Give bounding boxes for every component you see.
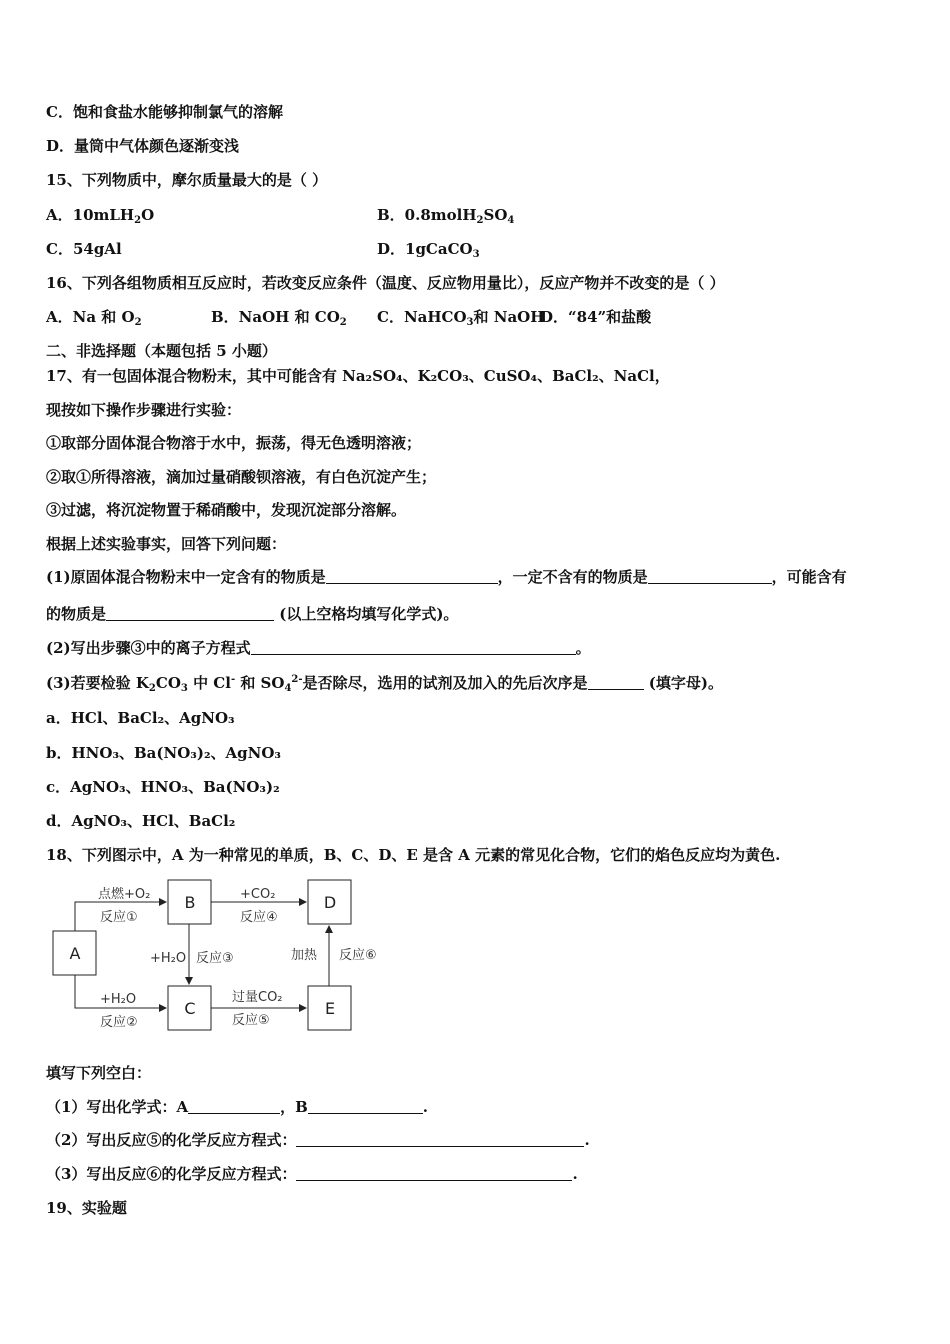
node-a-label: A <box>69 944 81 963</box>
q17-stem: 17、有一包固体混合物粉末，其中可能含有 Na₂SO₄、K₂CO₃、CuSO₄、BaCl₂、NaCl， <box>46 367 670 385</box>
q18-fill-heading: 填写下列空白： <box>46 1064 152 1082</box>
q18-sub-2: （2）写出反应⑤的化学反应方程式： . <box>46 1131 590 1149</box>
answer-blank[interactable] <box>251 640 576 655</box>
q15-option-a: A．10mLH$_2$O <box>46 206 155 226</box>
reaction-2-condition: +H₂O <box>100 992 137 1007</box>
answer-blank[interactable] <box>308 1099 423 1114</box>
q17-step-1: ①取部分固体混合物溶于水中，振荡，得无色透明溶液； <box>46 434 422 452</box>
q17-option-c: c．AgNO₃、HNO₃、Ba(NO₃)₂ <box>46 778 280 796</box>
q15-option-b: B．$0.8molH_2SO_4$ <box>377 206 515 226</box>
reaction-3-condition: +H₂O <box>150 951 187 966</box>
q16-option-d: D．“84”和盐酸 <box>540 308 652 326</box>
q17-part-2: (2)写出步骤③中的离子方程式 。 <box>46 639 591 657</box>
q16-option-b: B．NaOH 和 $CO_2$ <box>211 308 347 328</box>
answer-blank[interactable] <box>296 1166 572 1181</box>
section-heading: 二、非选择题（本题包括 5 小题） <box>46 342 277 360</box>
answer-blank[interactable] <box>326 569 498 584</box>
reaction-5-label: 反应⑤ <box>232 1013 270 1028</box>
q17-step-3: ③过滤，将沉淀物置于稀硝酸中，发现沉淀部分溶解。 <box>46 501 407 519</box>
reaction-6-label: 反应⑥ <box>339 948 377 963</box>
q17-ask: 根据上述实验事实，回答下列问题： <box>46 535 287 553</box>
answer-blank[interactable] <box>296 1132 584 1147</box>
q16-option-a: A．Na 和 $O_2$ <box>46 308 142 328</box>
reaction-2-label: 反应② <box>100 1015 138 1030</box>
q17-option-d: d．AgNO₃、HCl、BaCl₂ <box>46 812 236 830</box>
reaction-5-condition: 过量CO₂ <box>232 990 283 1005</box>
reaction-4-condition: +CO₂ <box>240 887 276 902</box>
reaction-1-condition: 点燃+O₂ <box>98 887 151 902</box>
q14-option-d: D．量筒中气体颜色逐渐变浅 <box>46 137 240 155</box>
q17-option-b: b．HNO₃、Ba(NO₃)₂、AgNO₃ <box>46 744 281 762</box>
q18-stem: 18、下列图示中，A 为一种常见的单质，B、C、D、E 是含 A 元素的常见化合物，它们的焰色反应均为黄色. <box>46 846 781 864</box>
node-e-label: E <box>324 999 336 1018</box>
answer-blank[interactable] <box>106 606 274 621</box>
q18-sub-1: （1）写出化学式：A ，B . <box>46 1098 428 1116</box>
answer-blank[interactable] <box>648 569 772 584</box>
q17-part-3: (3)若要检验 $K_2CO_3$ 中 Cl- 和 $SO_4^{2-}$是否除尽，选用的试剂及加入的先后次序是 (填字母)。 <box>46 674 723 694</box>
q18-sub-3: （3）写出反应⑥的化学反应方程式： . <box>46 1165 578 1183</box>
q16-option-c: C．NaHCO$_3$和 NaOH <box>377 308 545 328</box>
q15-option-d: D．1gCaCO$_3$ <box>377 240 480 260</box>
q17-part-1: (1)原固体混合物粉末中一定含有的物质是 ，一定不含有的物质是 ，可能含有 <box>46 568 847 586</box>
node-d-label: D <box>323 893 337 912</box>
answer-blank[interactable] <box>188 1099 280 1114</box>
q17-part-1-cont: 的物质是 (以上空格均填写化学式)。 <box>46 605 459 623</box>
reaction-1-label: 反应① <box>100 910 138 925</box>
reaction-6-condition: 加热 <box>291 948 318 963</box>
answer-blank[interactable] <box>588 675 644 690</box>
q17-intro: 现按如下操作步骤进行实验： <box>46 401 242 419</box>
node-b-label: B <box>184 893 196 912</box>
q19-stem: 19、实验题 <box>46 1199 127 1217</box>
q17-step-2: ②取①所得溶液，滴加过量硝酸钡溶液，有白色沉淀产生； <box>46 468 437 486</box>
reaction-4-label: 反应④ <box>240 910 278 925</box>
q14-option-c: C．饱和食盐水能够抑制氯气的溶解 <box>46 103 283 121</box>
q15-stem: 15、下列物质中，摩尔质量最大的是（ ） <box>46 171 328 189</box>
node-c-label: C <box>184 999 196 1018</box>
q15-option-c: C．54gAl <box>46 240 122 258</box>
reaction-flow-diagram <box>40 872 400 1036</box>
reaction-3-label: 反应③ <box>196 951 234 966</box>
q16-stem: 16、下列各组物质相互反应时，若改变反应条件（温度、反应物用量比），反应产物并不改变的是（ ） <box>46 274 725 292</box>
q17-option-a: a．HCl、BaCl₂、AgNO₃ <box>46 709 235 727</box>
